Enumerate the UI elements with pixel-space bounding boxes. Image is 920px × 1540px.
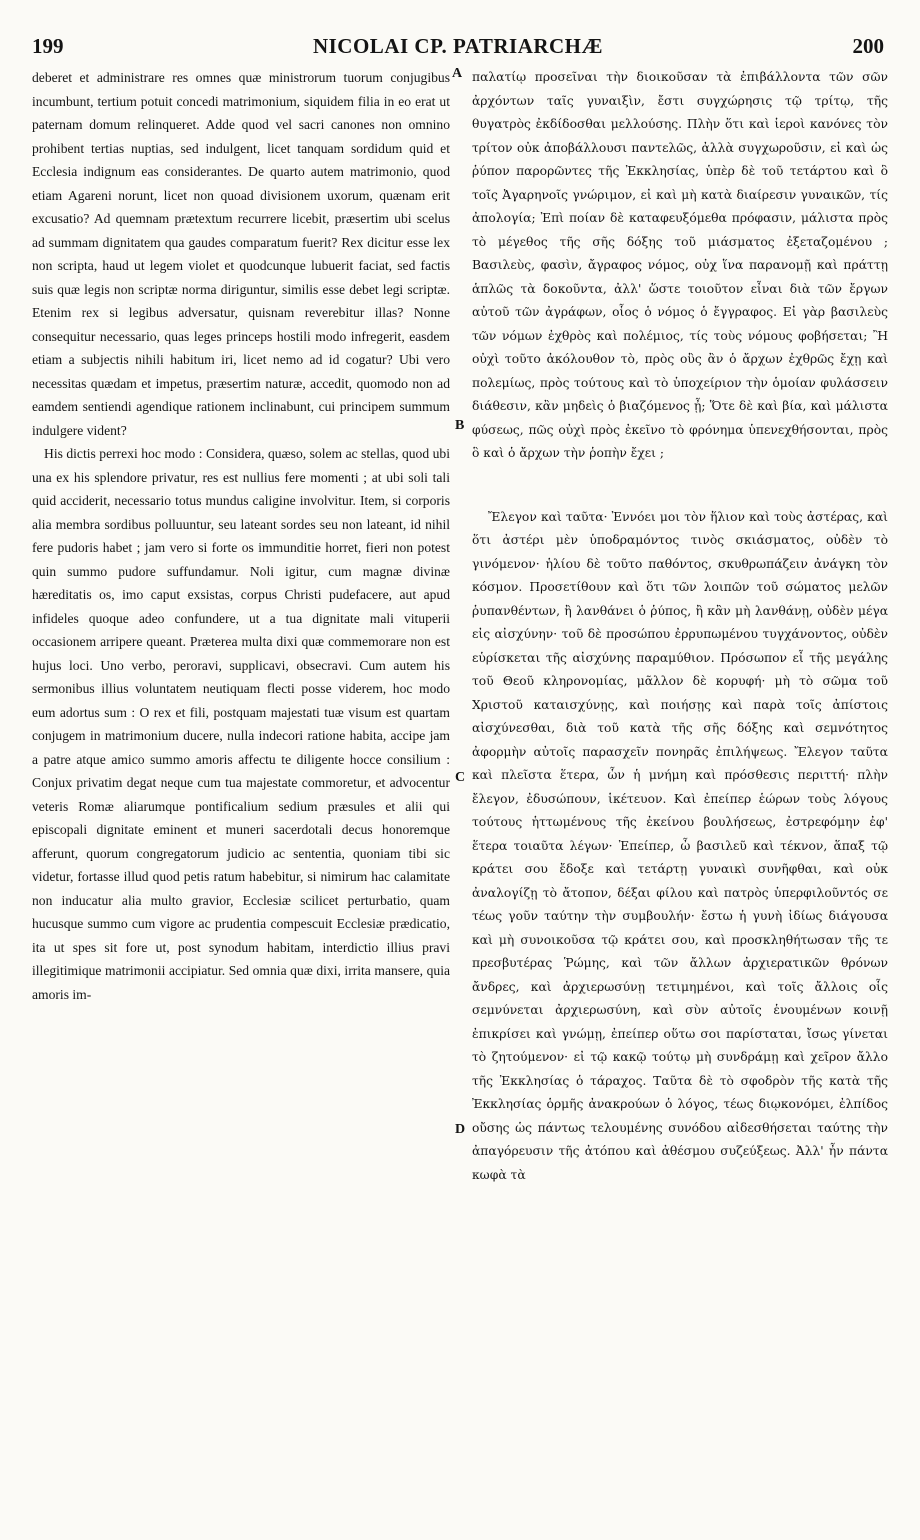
running-title: NICOLAI CP. PATRIARCHÆ	[312, 34, 604, 58]
greek-paragraph-1: παλατίῳ προσεῖναι τὴν διοικοῦσαν τὰ ἐπιβάλλοντα τῶν σῶν ἀρχόντων ταῖς γυναιξὶν, ἔστι συγχώρησις τῷ τρίτῳ, τῆς θυγατρὸς ἐκδίδοσθαι μελλούσης. Πλὴν ὅτι καὶ ἱεροὶ κανόνες τὸν τρίτον οὐκ ἀποβάλλουσι παντελῶς, ἀλλὰ συγχωροῦσιν, εἰ καὶ ὡς ῥύπον παρορῶντες τῆς Ἐκκλησίας, ὑπὲρ δὲ τοῦ τετάρτου καὶ ὃ τοῖς Ἀγαρηνοῖς γνώριμον, εἰ καὶ μὴ κατὰ διαίρεσιν γυναικῶν, τίς ἀπολογία; Ἐπὶ ποίαν δὲ καταφευξόμεθα πρόφασιν, μάλιστα πρὸς τὸ μέγεθος τῆς σῆς δόξης τοῦ μιάσματος ἐξεταζομένου ; Βασιλεὺς, φασὶν, ἄγραφος νόμος, οὐχ ἵνα παρανομῇ καὶ πράττῃ ἁπλῶς τὰ δοκοῦντα, ἀλλ' ὥστε τοιοῦτον εἶναι διὰ τῶν ἔργων αὐτοῦ τῶν ἀγράφων, οἷος ὁ νόμος ὁ ἔγγραφος. Εἰ γὰρ βασιλεὺς τῶν νόμων ἐχθρὸς καὶ πολέμιος, τίς τοὺς νόμους φοβήσεται; Ἢ οὐχὶ τοῦτο ἀκόλουθον τὸ, πρὸς οὓς ἂν ὁ ἄρχων ἐχθρῶς ἔχῃ καὶ πολεμίως, πρὸς τούτους καὶ τὸ ὑποχείριον τὴν ὁμοίαν φυλάσσειν διάθεσιν, κἂν μηδεὶς ὁ βιαζόμενος ᾖ; Ὅτε δὲ καὶ βία, καὶ μάλιστα φύσεως, πῶς οὐχὶ πρὸς ἐκεῖνο τὸ φρόνημα ὑπενεχθήσονται, πρὸς ὃ καὶ ὁ ἄρχων τὴν ῥοπὴν ἔχει ;	[472, 70, 888, 460]
greek-column	[472, 66, 888, 1526]
latin-paragraph-2: His dictis perrexi hoc modo : Considera, quæso, solem ac stellas, quod ubi una ex his splendore privatur, res est nullius fere momenti ; at ubi soli tali quid acciderit, necessario totus mundus caligine involvitur. Item, si corporis alia membra sordibus polluuntur, seu lateant sordes seu non lateant, id nihil fere pudoris habet ; jam vero si forte os immunditie horret, fieri non potest quin summo pudore suffundamur. Noli igitur, cum magnæ divinæ hæreditatis os, imo caput exsistas, corpus Christi pudefacere, aut apud infideles quoque adeo confundere, ut a tua dignitate mali vituperii occasionem arripere queant. Præterea multa dixi quæ commemorare non est hujus loci. Uno verbo, peroravi, supplicavi, obsecravi. Cum autem his sermonibus illius voluntatem neutiquam flecti posse viderem, hoc modo eum adortus sum : O rex et fili, postquam majestati tuæ visum est quartam conjugem in matrimonium ducere, nulla indecori ratione habita, accipe jam a patre atque amico summo amoris affectu te diligente hocce consilium : Conjux privatim degat neque cum tua majestate commoretur, et advocentur veteris Romæ aliarumque pontificalium sedium præsules et alii qui episcopali dignitate eminent et muneri sacerdotali decus honoremque afferunt, quorum congregatorum judicio ac sententia, quoniam tibi sic videtur, fortasse illud quod petis ratum habebitur, si nimirum hac calamitate non inducatur alia multo gravior, Ecclesiæ scilicet perturbatio, quam hucusque summo cum vigore ac prudentia compescuit Ecclesiæ prædicatio, ita ut spes sit fore ut, post synodum habitam, interdictio illius pravi illegitimique matrimonii accipiatur. Sed omnia quæ dixi, irrita mansere, quia amoris im-	[32, 446, 450, 1002]
page-header	[32, 34, 884, 64]
latin-column	[32, 66, 450, 1526]
page-number-left: 199	[32, 34, 64, 58]
margin-letter-a: A	[452, 66, 463, 81]
latin-paragraph-1: deberet et administrare res omnes quæ ministrorum tuorum conjugibus incumbunt, tertium potuit concedi matrimonium, siquidem filia in eo erat ut paternam domum relinqueret. Adde quod vel sacri canones non omnino prohibent tertias nuptias, sed indulgent, licet tanquam sordidum quid et Ecclesia indignum eas considerantes. De quarto autem matrimonio, quod etiam Agareni norunt, licet non quoad divisionem uxorum, quænam erit excusatio? Ad quemnam prætextum recurrere licebit, præsertim ubi scelus ad summam dignitatem qua gaudes comparatum fuerit? Rex dicitur esse lex non scripta, haud ut legem violet et quodcunque lubuerit faciat, sed factis suis quæ legis non scriptæ norma diriguntur, similis esse debet legi scriptæ. Etenim rex si legibus adversatur, quisnam reverebitur illas? Nonne consequitur necessario, quas leges princeps hostili modo infregerit, easdem etiam a subjectis nihili habitum iri, licet nemo ad id cogatur? Ubi vero necessitas quædam et impetus, præsertim naturæ, accedit, quomodo non ad eamdem sentiendi agendique rationem inclinabunt, cui principem summum indulgere vident?	[32, 70, 450, 438]
margin-letter-c: C	[455, 770, 466, 785]
greek-paragraph-2: Ἔλεγον καὶ ταῦτα· Ἐννόει μοι τὸν ἥλιον καὶ τοὺς ἀστέρας, καὶ ὅτι ἀστέρι μὲν ὑποδραμόντος τινὸς σκιάσματος, οὐδὲν τὸ γινόμενον· ἡλίου δὲ τοῦτο παθόντος, σκυθρωπάζειν ἀνάγκη τὸν κόσμον. Προσετίθουν καὶ ὅτι τῶν λοιπῶν τοῦ σώματος μελῶν ῥυπανθέντων, ἢ λανθάνει ὁ ῥύπος, ἢ κἂν μὴ λανθάνῃ, οὐδὲν μέγα εἰς αἰσχύνην· τοῦ δὲ προσώπου ἐρρυπωμένου τυγχάνοντος, οὐδὲν εὑρίσκεται τῆς αἰσχύνης παραμύθιον. Πρόσωπον εἶ τῆς μεγάλης τοῦ Θεοῦ κληρονομίας, μᾶλλον δὲ κορυφή· μὴ τὸ σῶμα τοῦ Χριστοῦ καταισχύνῃς, καὶ ποιήσῃς καὶ παρὰ τοῖς ἀπίστοις αἰσχύνεσθαι, διὰ τοῦ κατὰ τῆς σῆς δόξης καὶ σεμνότητος ἀφορμὴν αὐτοῖς παρασχεῖν πονηρᾶς ἐπιλήψεως. Ἔλεγον ταῦτα καὶ πλεῖστα ἕτερα, ὧν ἡ μνήμη καὶ πρόσθεσις περιττή· πλὴν ἔλεγον, ἐδυσώπουν, ἱκέτευον. Καὶ ἐπείπερ ἑώρων τοὺς λόγους τούτους ἡττωμένους τῆς ἐκείνου βουλήσεως, ἐστρεφόμην ἐφ' ἕτερα τοιαῦτα λέγων· Ἐπείπερ, ὦ βασιλεῦ καὶ τέκνον, ἅπαξ τῷ κράτει σου ἔδοξε καὶ τετάρτῃ γυναικὶ συνῆφθαι, καὶ οὐκ ἀναλογίζῃ τὸ ἄτοπον, δέξαι φίλου καὶ πατρὸς ὑπερφιλοῦντός σε τέως γοῦν ταύτην τὴν συμβουλήν· ἔστω ἡ γυνὴ ἰδίως διάγουσα καὶ μὴ συνοικοῦσα τῷ κράτει σου, καὶ προσκληθήτωσαν τῆς τε πρεσβυτέρας Ῥώμης, καὶ τῶν ἄλλων ἀρχιερατικῶν θρόνων ἄνδρες, καὶ ἀρχιερωσύνῃ τετιμημένοι, καὶ τοῖς ἄλλοις οἷς σεμνύνεται ἀρχιερωσύνη, καὶ σὺν αὐτοῖς ἑνουμένων κοινῇ ἐπικρίσει καὶ γνώμῃ, ἐπείπερ οὕτω σοι παρίσταται, ἴσως γίνεται τὸ ζητούμενον· εἰ τῷ κακῷ τούτῳ μὴ συνδράμῃ καὶ χεῖρον ἄλλο τῆς Ἐκκλησίας ὁ τάραχος. Ταῦτα δὲ τὸ σφοδρὸν τῆς κατὰ τῆς Ἐκκλησίας ὁρμῆς ἀνακρούων ὁ λόγος, τέως διῳκονόμει, ἐλπίδος οὔσης ὡς πάντως τελουμένης συνόδου αἰδεσθήσεται ταύτης τὴν ἀπαγόρευσιν τῆς ἀτόπου καὶ ἀθέσμου συζεύξεως. Ἀλλ' ἦν πάντα κωφὰ τὰ	[472, 509, 888, 1182]
margin-letter-d: D	[455, 1122, 466, 1137]
page-number-right: 200	[852, 34, 884, 58]
margin-letter-b: B	[455, 418, 465, 433]
